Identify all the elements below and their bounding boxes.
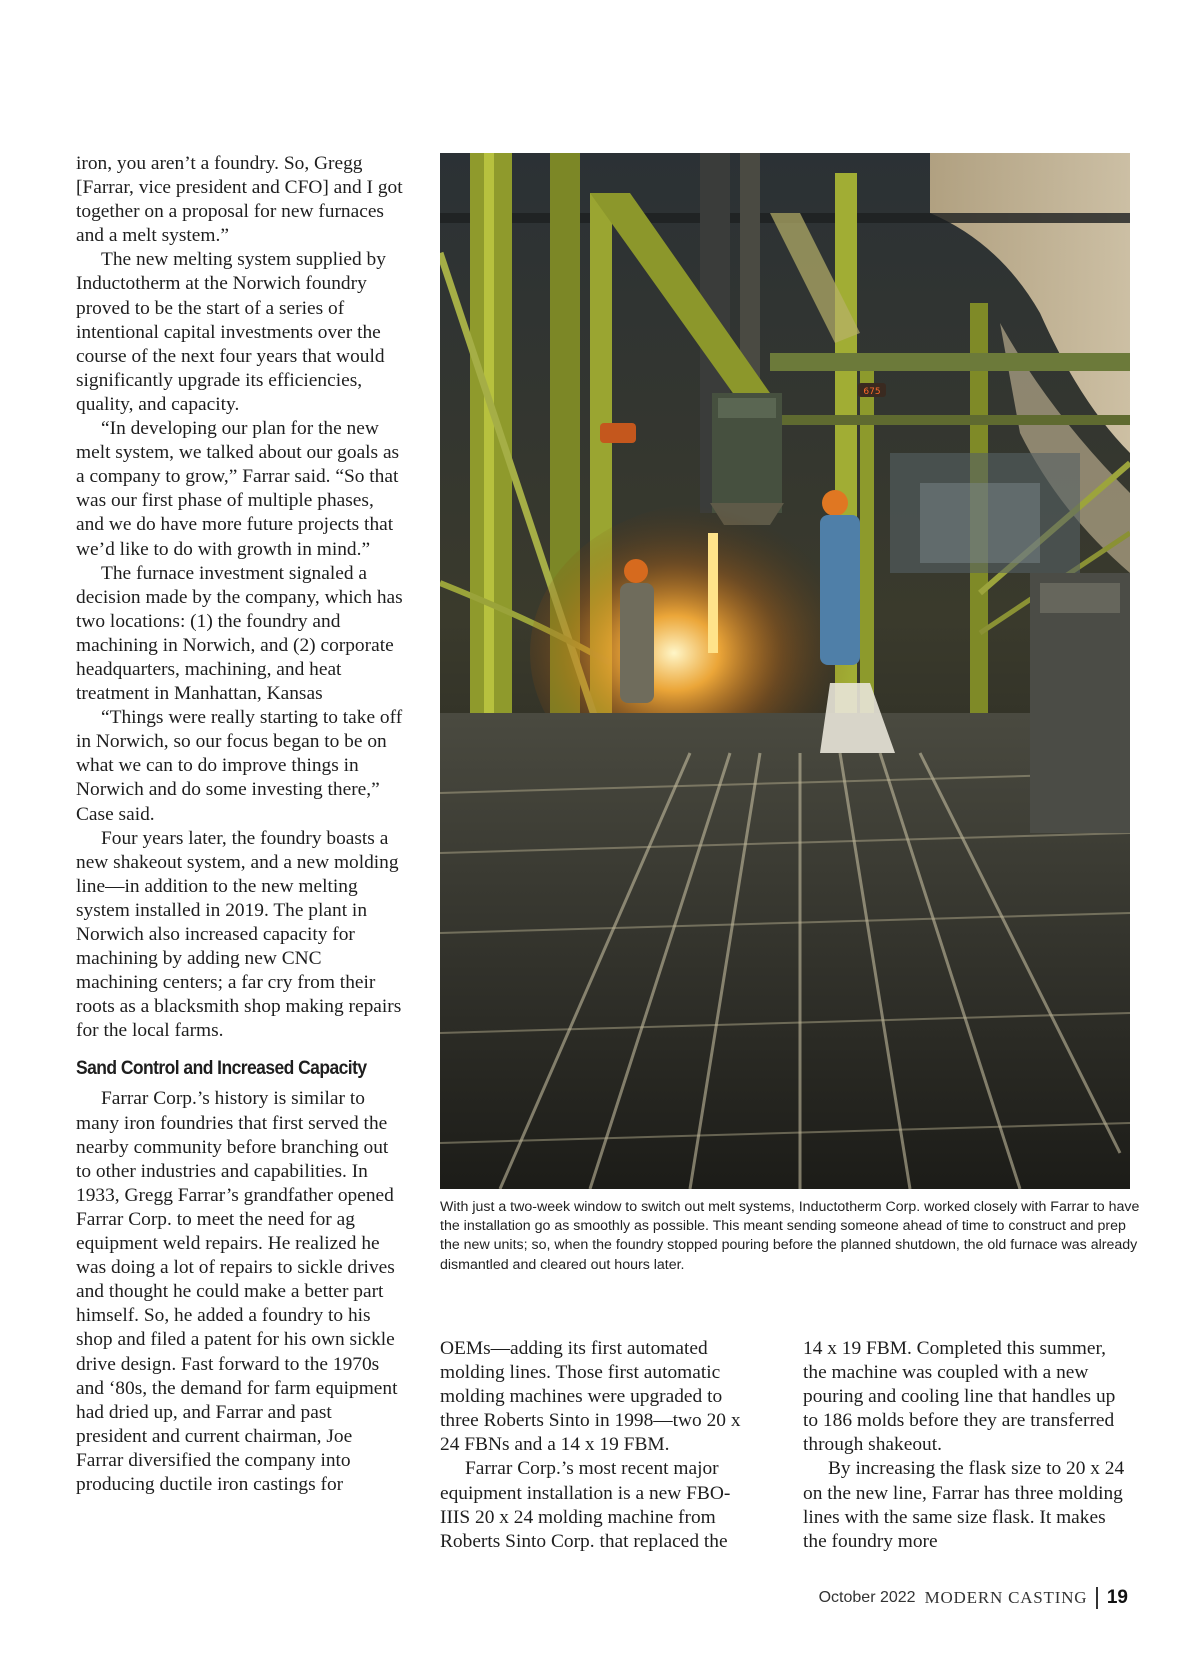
page-footer xyxy=(819,1585,1128,1611)
issue-date: October 2022 xyxy=(818,1589,916,1606)
paragraph: The furnace investment signaled a decision made by the company, which has two locations: (1) the foundry and machining in Norwich, and (2) corporate headquarters, machining, and heat treatment in Manhattan, Kansas xyxy=(76,562,403,705)
photo-caption: With just a two-week window to switch out melt systems, Inductotherm Corp. worked closely with Farrar to have the installation go as smoothly as possible. This meant sending someone ahead of time to construct and prep the new units; so, when the foundry stopped pouring before the planned shutdown, the old furnace was already dismantled and cleared out hours later. xyxy=(440,1199,1140,1273)
paragraph: 14 x 19 FBM. Completed this summer, the machine was coupled with a new pouring and cooling line that handles up to 186 molds before they are transferred through shakeout. xyxy=(803,1338,1116,1456)
article-column-2 xyxy=(440,1337,760,1554)
foundry-photo-illustration xyxy=(440,153,1130,1189)
paragraph: “In developing our plan for the new melt system, we talked about our goals as a company to grow,” Farrar said. “So that was our first phase of multiple phases, and we do have more future projects that we’d like to do with growth in mind.” xyxy=(76,418,400,560)
paragraph: “Things were really starting to take off in Norwich, so our focus began to be on what we can to do improve things in Norwich and do some investing there,” Case said. xyxy=(76,707,403,825)
paragraph: OEMs—adding its first automated molding lines. Those first automatic molding machines were upgraded to three Roberts Sinto in 1998—two 20 x 24 FBNs and a 14 x 19 FBM. xyxy=(440,1338,741,1456)
article-column-3 xyxy=(803,1337,1133,1554)
paragraph: Four years later, the foundry boasts a new shakeout system, and a new molding line—in addition to the new melting system installed in 2019. The plant in Norwich also increased capacity for machining by adding new CNC machining centers; a far cry from their roots as a blacksmith shop making repairs for the local farms. xyxy=(76,827,402,1042)
article-column-1 xyxy=(76,152,403,1497)
furnace-temperature-display: 675 xyxy=(863,387,881,397)
paragraph: The new melting system supplied by Inductotherm at the Norwich foundry proved to be the start of a series of intentional capital investments over the course of the next four years that would significantly upgrade its efficiencies, quality, and capacity. xyxy=(76,249,386,415)
magazine-title: MODERN CASTING xyxy=(924,1588,1088,1607)
section-subheading: Sand Control and Increased Capacity xyxy=(76,1058,367,1080)
page-number: 19 xyxy=(1106,1587,1128,1608)
paragraph: iron, you aren’t a foundry. So, Gregg [Farrar, vice president and CFO] and I got together on a proposal for new furnaces and a melt system.” xyxy=(76,153,403,247)
foundry-photo xyxy=(440,153,1130,1189)
paragraph: Farrar Corp.’s history is similar to many iron foundries that first served the nearby community before branching out to other industries and capabilities. In 1933, Gregg Farrar’s grandfather opened Farrar Corp. to meet the need for ag equipment weld repairs. He realized he was doing a lot of repairs to sickle drives and thought he could make a better part himself. So, he added a foundry to his shop and filed a patent for his own sickle drive design. Fast forward to the 1970s and ‘80s, the demand for farm equipment had dried up, and Farrar and past president and current chairman, Joe Farrar diversified the company into producing ductile iron castings for xyxy=(76,1088,398,1495)
footer-divider xyxy=(1096,1587,1098,1609)
paragraph: By increasing the flask size to 20 x 24 on the new line, Farrar has three molding lines with the same size flask. It makes the foundry more xyxy=(803,1458,1125,1552)
paragraph: Farrar Corp.’s most recent major equipment installation is a new FBO-IIIS 20 x 24 molding machine from Roberts Sinto Corp. that replaced the xyxy=(440,1458,731,1552)
